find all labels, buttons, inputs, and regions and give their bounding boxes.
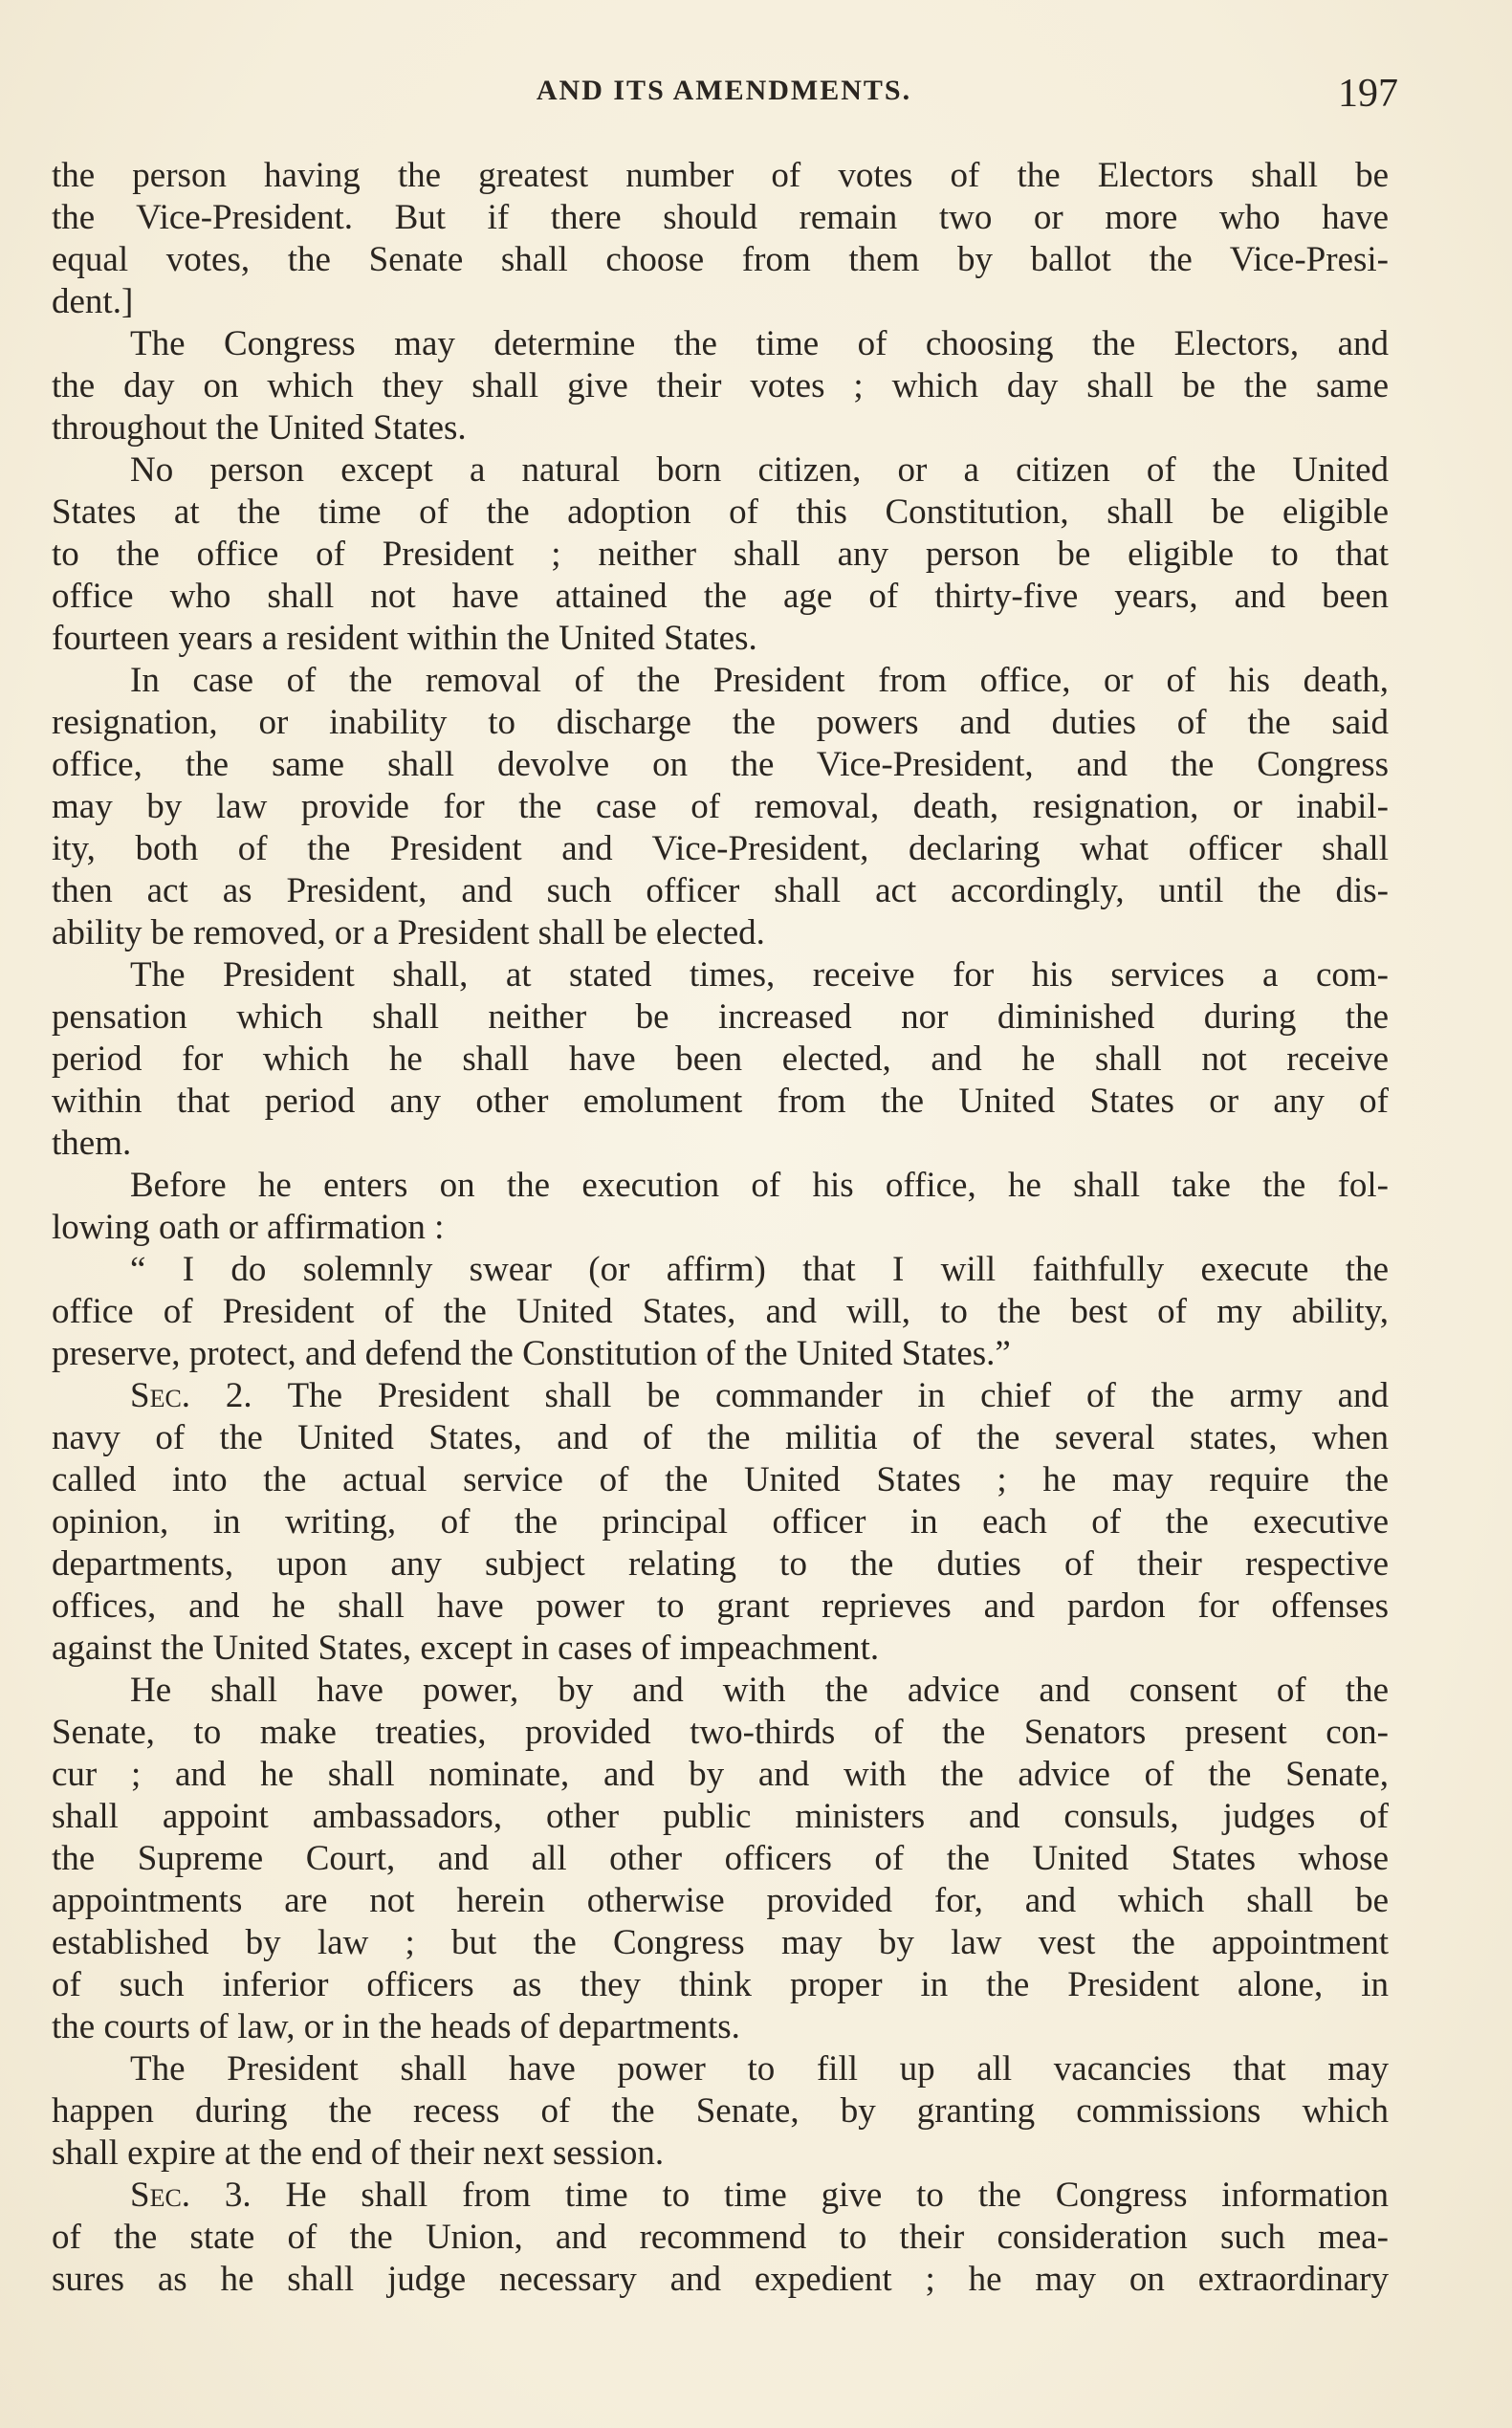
line-text: navy of the United States, and of the militia of the several states, when <box>52 1418 1389 1457</box>
line-text: of such inferior officers as they think proper in the President alone, in <box>52 1965 1389 2004</box>
line-text: “ I do solemnly swear (or affirm) that I will faithfully execute the <box>130 1250 1389 1289</box>
text-line <box>52 828 1389 870</box>
line-text: sures as he shall judge necessary and expedient ; he may on extraordinary <box>52 2260 1389 2299</box>
text-line <box>52 1165 1389 1207</box>
line-text: happen during the recess of the Senate, by granting commissions which <box>52 2091 1389 2131</box>
line-text: to the office of President ; neither shall any person be eligible to that <box>52 535 1389 574</box>
text-line <box>52 407 1389 449</box>
line-text: the person having the greatest number of votes of the Electors shall be <box>52 156 1389 195</box>
line-text: lowing oath or affirmation : <box>52 1208 445 1247</box>
line-text: may by law provide for the case of removal, death, resignation, or inabil- <box>52 787 1389 826</box>
text-line <box>52 1459 1389 1501</box>
line-text: pensation which shall neither be increased nor diminished during the <box>52 997 1389 1037</box>
text-line <box>52 534 1389 576</box>
text-line <box>52 2217 1389 2259</box>
text-line <box>52 996 1389 1039</box>
text-line <box>52 365 1389 407</box>
text-line <box>52 1543 1389 1586</box>
text-line <box>52 2259 1389 2301</box>
text-line <box>52 239 1389 281</box>
text-line <box>52 1501 1389 1543</box>
line-text: shall expire at the end of their next session. <box>52 2133 665 2173</box>
text-line <box>52 1670 1389 1712</box>
line-text: The President shall, at stated times, receive for his services a com- <box>130 955 1389 995</box>
line-text: the day on which they shall give their votes ; which day shall be the same <box>52 366 1389 405</box>
line-text: ity, both of the President and Vice-President, declaring what officer shall <box>52 829 1389 868</box>
text-line <box>52 155 1389 197</box>
text-line <box>52 576 1389 618</box>
line-text: resignation, or inability to discharge the powers and duties of the said <box>52 703 1389 742</box>
text-line <box>52 660 1389 702</box>
line-text: throughout the United States. <box>52 408 467 448</box>
text-line <box>52 1207 1389 1249</box>
line-text: offices, and he shall have power to grant reprieves and pardon for offenses <box>52 1586 1389 1626</box>
line-text: then act as President, and such officer shall act accordingly, until the dis- <box>52 871 1389 910</box>
text-line <box>52 1586 1389 1628</box>
text-line <box>52 870 1389 912</box>
line-text: shall appoint ambassadors, other public ministers and consuls, judges of <box>52 1797 1389 1836</box>
text-line <box>52 1838 1389 1880</box>
text-line <box>52 1375 1389 1417</box>
text-line <box>52 492 1389 534</box>
text-line <box>52 2133 1389 2175</box>
line-text: dent.] <box>52 282 134 321</box>
line-text: He shall from time to time give to the Congress information <box>285 2176 1389 2215</box>
section-label: Sec. 2. <box>130 1376 288 1415</box>
text-line <box>52 954 1389 996</box>
text-line <box>52 1417 1389 1459</box>
text-line <box>52 1880 1389 1922</box>
text-line <box>52 1081 1389 1123</box>
line-text: opinion, in writing, of the principal officer in each of the executive <box>52 1502 1389 1542</box>
line-text: States at the time of the adoption of this Constitution, shall be eligible <box>52 492 1389 532</box>
text-line <box>52 744 1389 786</box>
text-line <box>52 2175 1389 2217</box>
line-text: established by law ; but the Congress may by law vest the appointment <box>52 1923 1389 1962</box>
text-line <box>52 1291 1389 1333</box>
line-text: them. <box>52 1124 132 1163</box>
line-text: Senate, to make treaties, provided two-thirds of the Senators present con- <box>52 1713 1389 1752</box>
line-text: the Vice-President. But if there should remain two or more who have <box>52 198 1389 237</box>
text-line <box>52 1628 1389 1670</box>
line-text: office, the same shall devolve on the Vice-President, and the Congress <box>52 745 1389 784</box>
line-text: the courts of law, or in the heads of departments. <box>52 2007 740 2046</box>
section-label: Sec. 3. <box>130 2176 286 2215</box>
line-text: equal votes, the Senate shall choose from them by ballot the Vice-Presi- <box>52 240 1389 279</box>
body-text <box>52 155 1389 2301</box>
line-text: appointments are not herein otherwise provided for, and which shall be <box>52 1881 1389 1920</box>
text-line <box>52 1712 1389 1754</box>
line-text: period for which he shall have been elected, and he shall not receive <box>52 1039 1389 1079</box>
line-text: office of President of the United States, and will, to the best of my ability, <box>52 1292 1389 1331</box>
line-text: fourteen years a resident within the United States. <box>52 619 757 658</box>
text-line <box>52 197 1389 239</box>
line-text: of the state of the Union, and recommend to their consideration such mea- <box>52 2218 1389 2257</box>
running-head <box>50 71 1398 119</box>
text-line <box>52 702 1389 744</box>
text-line <box>52 2048 1389 2090</box>
text-line <box>52 1333 1389 1375</box>
line-text: called into the actual service of the United States ; he may require the <box>52 1460 1389 1499</box>
text-line <box>52 2006 1389 2048</box>
line-text: within that period any other emolument from the United States or any of <box>52 1082 1389 1121</box>
line-text: cur ; and he shall nominate, and by and with the advice of the Senate, <box>52 1755 1389 1794</box>
line-text: Before he enters on the execution of his office, he shall take the fol- <box>130 1166 1389 1205</box>
line-text: office who shall not have attained the age of thirty-five years, and been <box>52 577 1389 616</box>
text-line <box>52 281 1389 323</box>
line-text: departments, upon any subject relating to the duties of their respective <box>52 1544 1389 1584</box>
text-line <box>52 1964 1389 2006</box>
line-text: The Congress may determine the time of choosing the Electors, and <box>130 324 1389 363</box>
text-line <box>52 449 1389 492</box>
text-line <box>52 1249 1389 1291</box>
text-line <box>52 618 1389 660</box>
line-text: The President shall have power to fill up all vacancies that may <box>130 2049 1389 2089</box>
line-text: ability be removed, or a President shall be elected. <box>52 913 765 952</box>
text-line <box>52 1039 1389 1081</box>
running-title: AND ITS AMENDMENTS. <box>536 75 912 106</box>
text-line <box>52 1796 1389 1838</box>
line-text: In case of the removal of the President from office, or of his death, <box>130 661 1389 700</box>
page-number: 197 <box>1338 72 1398 116</box>
line-text: the Supreme Court, and all other officers of the United States whose <box>52 1839 1389 1878</box>
text-line <box>52 786 1389 828</box>
line-text: No person except a natural born citizen, or a citizen of the United <box>130 450 1389 490</box>
text-line <box>52 1922 1389 1964</box>
text-line <box>52 912 1389 954</box>
text-line <box>52 1754 1389 1796</box>
text-line <box>52 1123 1389 1165</box>
text-line <box>52 2090 1389 2133</box>
line-text: against the United States, except in cases of impeachment. <box>52 1629 880 1668</box>
line-text: He shall have power, by and with the advice and consent of the <box>130 1671 1389 1710</box>
text-line <box>52 323 1389 365</box>
line-text: The President shall be commander in chief of the army and <box>287 1376 1389 1415</box>
line-text: preserve, protect, and defend the Constitution of the United States.” <box>52 1334 1011 1373</box>
